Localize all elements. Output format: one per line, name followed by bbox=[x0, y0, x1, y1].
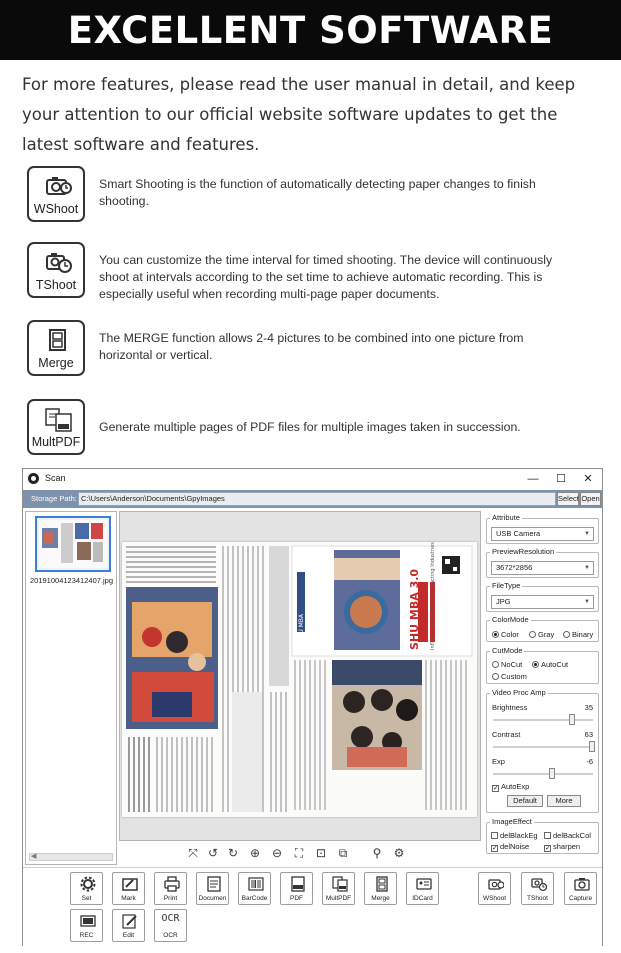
tshoot-button[interactable]: TShoot bbox=[521, 872, 554, 905]
main-toolbar bbox=[23, 867, 602, 947]
pdf-icon bbox=[290, 876, 306, 892]
maximize-button[interactable]: ☐ bbox=[556, 473, 566, 485]
merge-icon bbox=[27, 320, 85, 376]
settings-view-icon[interactable]: ⚙ bbox=[393, 846, 405, 860]
delnoise-checkbox[interactable]: ✓ delNoise bbox=[492, 842, 530, 852]
filetype-group bbox=[486, 581, 599, 612]
radio-custom[interactable]: Custom bbox=[492, 672, 527, 681]
camera-icon bbox=[574, 876, 590, 892]
smart-shoot-icon bbox=[488, 876, 504, 892]
feature-icon-label: Merge bbox=[38, 356, 74, 370]
feature-description: Generate multiple pages of PDF files for multiple images taken in succession. bbox=[99, 420, 521, 434]
scan-window bbox=[22, 468, 603, 946]
id-card-icon bbox=[416, 876, 432, 892]
ocr-button[interactable]: OCR OCR bbox=[154, 909, 187, 942]
cutmode-title: CutMode bbox=[492, 646, 523, 655]
camera-view-icon[interactable]: ⚲ bbox=[372, 846, 382, 860]
exp-slider[interactable] bbox=[493, 773, 593, 775]
timed-shoot-icon bbox=[27, 242, 85, 298]
wshoot-button[interactable]: WShoot bbox=[478, 872, 511, 905]
multi-pdf-icon bbox=[332, 876, 348, 892]
multi-pdf-icon bbox=[27, 399, 85, 455]
thumbnail-scrollbar[interactable] bbox=[29, 853, 113, 861]
smart-shoot-icon bbox=[27, 166, 85, 222]
thumbnail-filename: 20191004123412407.jpg bbox=[30, 576, 114, 585]
app-icon bbox=[28, 473, 39, 484]
zoom-out-icon[interactable]: ⊖ bbox=[271, 846, 283, 860]
attribute-title: Attribute bbox=[492, 513, 520, 522]
preview-area[interactable] bbox=[119, 511, 481, 841]
capture-button[interactable]: Capture bbox=[564, 872, 597, 905]
filetype-value: JPG bbox=[496, 597, 511, 606]
resolution-value: 3672*2856 bbox=[496, 563, 533, 572]
storage-path-bar bbox=[23, 490, 602, 508]
print-button[interactable]: Print bbox=[154, 872, 187, 905]
radio-nocut[interactable]: NoCut bbox=[492, 660, 522, 669]
edit-button[interactable]: Edit bbox=[112, 909, 145, 942]
preview-toolbar bbox=[119, 843, 481, 863]
attribute-group bbox=[486, 513, 599, 544]
autoexp-checkbox[interactable]: ✓ AutoExp bbox=[493, 782, 530, 792]
exp-slider-handle[interactable] bbox=[549, 768, 555, 779]
feature-wshoot bbox=[27, 166, 597, 226]
document-button[interactable]: Documen bbox=[196, 872, 229, 905]
document-icon bbox=[206, 876, 222, 892]
gear-icon bbox=[80, 876, 96, 892]
contrast-value: 63 bbox=[584, 730, 593, 739]
preview-logo: SHU MBA bbox=[298, 613, 305, 642]
chevron-down-icon: ▼ bbox=[584, 599, 590, 605]
attribute-value: USB Camera bbox=[496, 529, 541, 538]
document-preview bbox=[122, 542, 477, 817]
image-effect-title: ImageEffect bbox=[492, 817, 532, 826]
storage-path-label: Storage Path: bbox=[31, 494, 77, 503]
cutmode-group bbox=[486, 646, 599, 684]
scroll-left-icon[interactable]: ◀ bbox=[31, 853, 37, 860]
barcode-button[interactable]: BarCode bbox=[238, 872, 271, 905]
feature-multpdf bbox=[27, 399, 597, 459]
radio-gray[interactable]: Gray bbox=[529, 630, 554, 639]
pdf-button[interactable]: PDF bbox=[280, 872, 313, 905]
merge-icon bbox=[374, 876, 390, 892]
multpdf-button[interactable]: MultPDF bbox=[322, 872, 355, 905]
resolution-group bbox=[486, 547, 599, 578]
colormode-group bbox=[486, 615, 599, 642]
barcode-icon bbox=[248, 876, 264, 892]
video-proc-amp-group bbox=[486, 688, 599, 813]
mark-button[interactable]: Mark bbox=[112, 872, 145, 905]
feature-tshoot bbox=[27, 242, 597, 302]
resolution-select[interactable] bbox=[491, 561, 594, 575]
intro-text: For more features, please read the user manual in detail, and keep your attention to our official website software updates to get the latest software and features. bbox=[22, 75, 576, 154]
brightness-label: Brightness bbox=[492, 703, 528, 712]
preview-subhead: Influencing the World, Impacting Industries bbox=[430, 542, 436, 650]
open-button[interactable]: Open bbox=[580, 492, 601, 506]
video-title: Video Proc Amp bbox=[492, 688, 546, 697]
banner bbox=[0, 0, 621, 60]
contrast-slider-handle[interactable] bbox=[589, 741, 595, 752]
brightness-value: 35 bbox=[584, 703, 593, 712]
exp-value: -6 bbox=[586, 757, 593, 766]
brightness-slider[interactable] bbox=[493, 719, 593, 721]
resolution-title: PreviewResolution bbox=[492, 547, 555, 556]
radio-autocut[interactable]: AutoCut bbox=[532, 660, 568, 669]
fit-screen-icon[interactable]: ⤧ bbox=[188, 846, 198, 860]
default-button[interactable]: Default bbox=[507, 795, 543, 807]
set-button[interactable]: Set bbox=[70, 872, 103, 905]
filetype-title: FileType bbox=[492, 581, 521, 590]
printer-icon bbox=[164, 876, 180, 892]
radio-binary[interactable]: Binary bbox=[563, 630, 593, 639]
banner-title: EXCELLENT SOFTWARE bbox=[67, 8, 554, 52]
preview-headline: SHU MBA 3.0 bbox=[408, 568, 421, 650]
actual-size-icon[interactable]: ⧉ bbox=[338, 846, 348, 860]
feature-merge bbox=[27, 320, 597, 380]
feature-icon-label: MultPDF bbox=[31, 435, 81, 449]
feature-icon-label: TShoot bbox=[35, 278, 77, 292]
exp-label: Exp bbox=[492, 757, 505, 766]
timed-shoot-icon bbox=[531, 876, 547, 892]
brightness-slider-handle[interactable] bbox=[569, 714, 575, 725]
sharpen-checkbox[interactable]: ✓ sharpen bbox=[545, 842, 581, 852]
rec-button[interactable]: REC bbox=[70, 909, 103, 942]
ocr-icon: OCR bbox=[161, 913, 180, 924]
rotate-left-icon[interactable]: ↺ bbox=[207, 846, 219, 860]
zoom-in-icon[interactable]: ⊕ bbox=[249, 846, 261, 860]
more-button[interactable]: More bbox=[547, 795, 581, 807]
contrast-label: Contrast bbox=[492, 730, 521, 739]
idcard-button[interactable]: IDCard bbox=[406, 872, 439, 905]
feature-description: You can customize the time interval for timed shooting. The device will continuously shoot at intervals according to the set time to achieve automatic recording. This is especially useful when recording multi-page paper documents. bbox=[99, 253, 553, 301]
colormode-title: ColorMode bbox=[492, 615, 529, 624]
select-button[interactable]: Select bbox=[557, 492, 579, 506]
settings-panel bbox=[484, 511, 600, 865]
attribute-select[interactable] bbox=[491, 527, 594, 541]
chevron-down-icon: ▼ bbox=[584, 531, 590, 537]
contrast-slider[interactable] bbox=[493, 746, 593, 748]
radio-color[interactable]: Color bbox=[492, 630, 519, 639]
edit-icon bbox=[122, 913, 138, 929]
delblackeg-checkbox[interactable]: delBlackEg bbox=[491, 831, 538, 840]
mark-icon bbox=[122, 876, 138, 892]
thumbnail-image[interactable] bbox=[35, 516, 111, 572]
image-effect-group bbox=[486, 817, 599, 854]
delbackcol-checkbox[interactable]: delBackCol bbox=[544, 831, 591, 840]
minimize-button[interactable]: — bbox=[527, 473, 539, 485]
merge-button[interactable]: Merge bbox=[364, 872, 397, 905]
fit-width-icon[interactable]: ⊡ bbox=[315, 846, 327, 860]
video-record-icon bbox=[80, 913, 96, 929]
chevron-down-icon: ▼ bbox=[584, 565, 590, 571]
thumbnail-panel bbox=[25, 511, 117, 865]
close-button[interactable]: ✕ bbox=[583, 473, 593, 485]
rotate-right-icon[interactable]: ↻ bbox=[227, 846, 239, 860]
title-bar bbox=[23, 469, 602, 489]
crop-icon[interactable]: ⛶ bbox=[294, 846, 304, 860]
window-title: Scan bbox=[45, 473, 66, 483]
feature-description: Smart Shooting is the function of automatically detecting paper changes to finish shooting. bbox=[99, 177, 536, 208]
feature-description: The MERGE function allows 2-4 pictures to be combined into one picture from horizontal or vertical. bbox=[99, 331, 524, 362]
feature-icon-label: WShoot bbox=[33, 202, 79, 216]
filetype-select[interactable] bbox=[491, 595, 594, 609]
storage-path-input[interactable]: C:\Users\Anderson\Documents\GpyImages bbox=[78, 492, 556, 506]
